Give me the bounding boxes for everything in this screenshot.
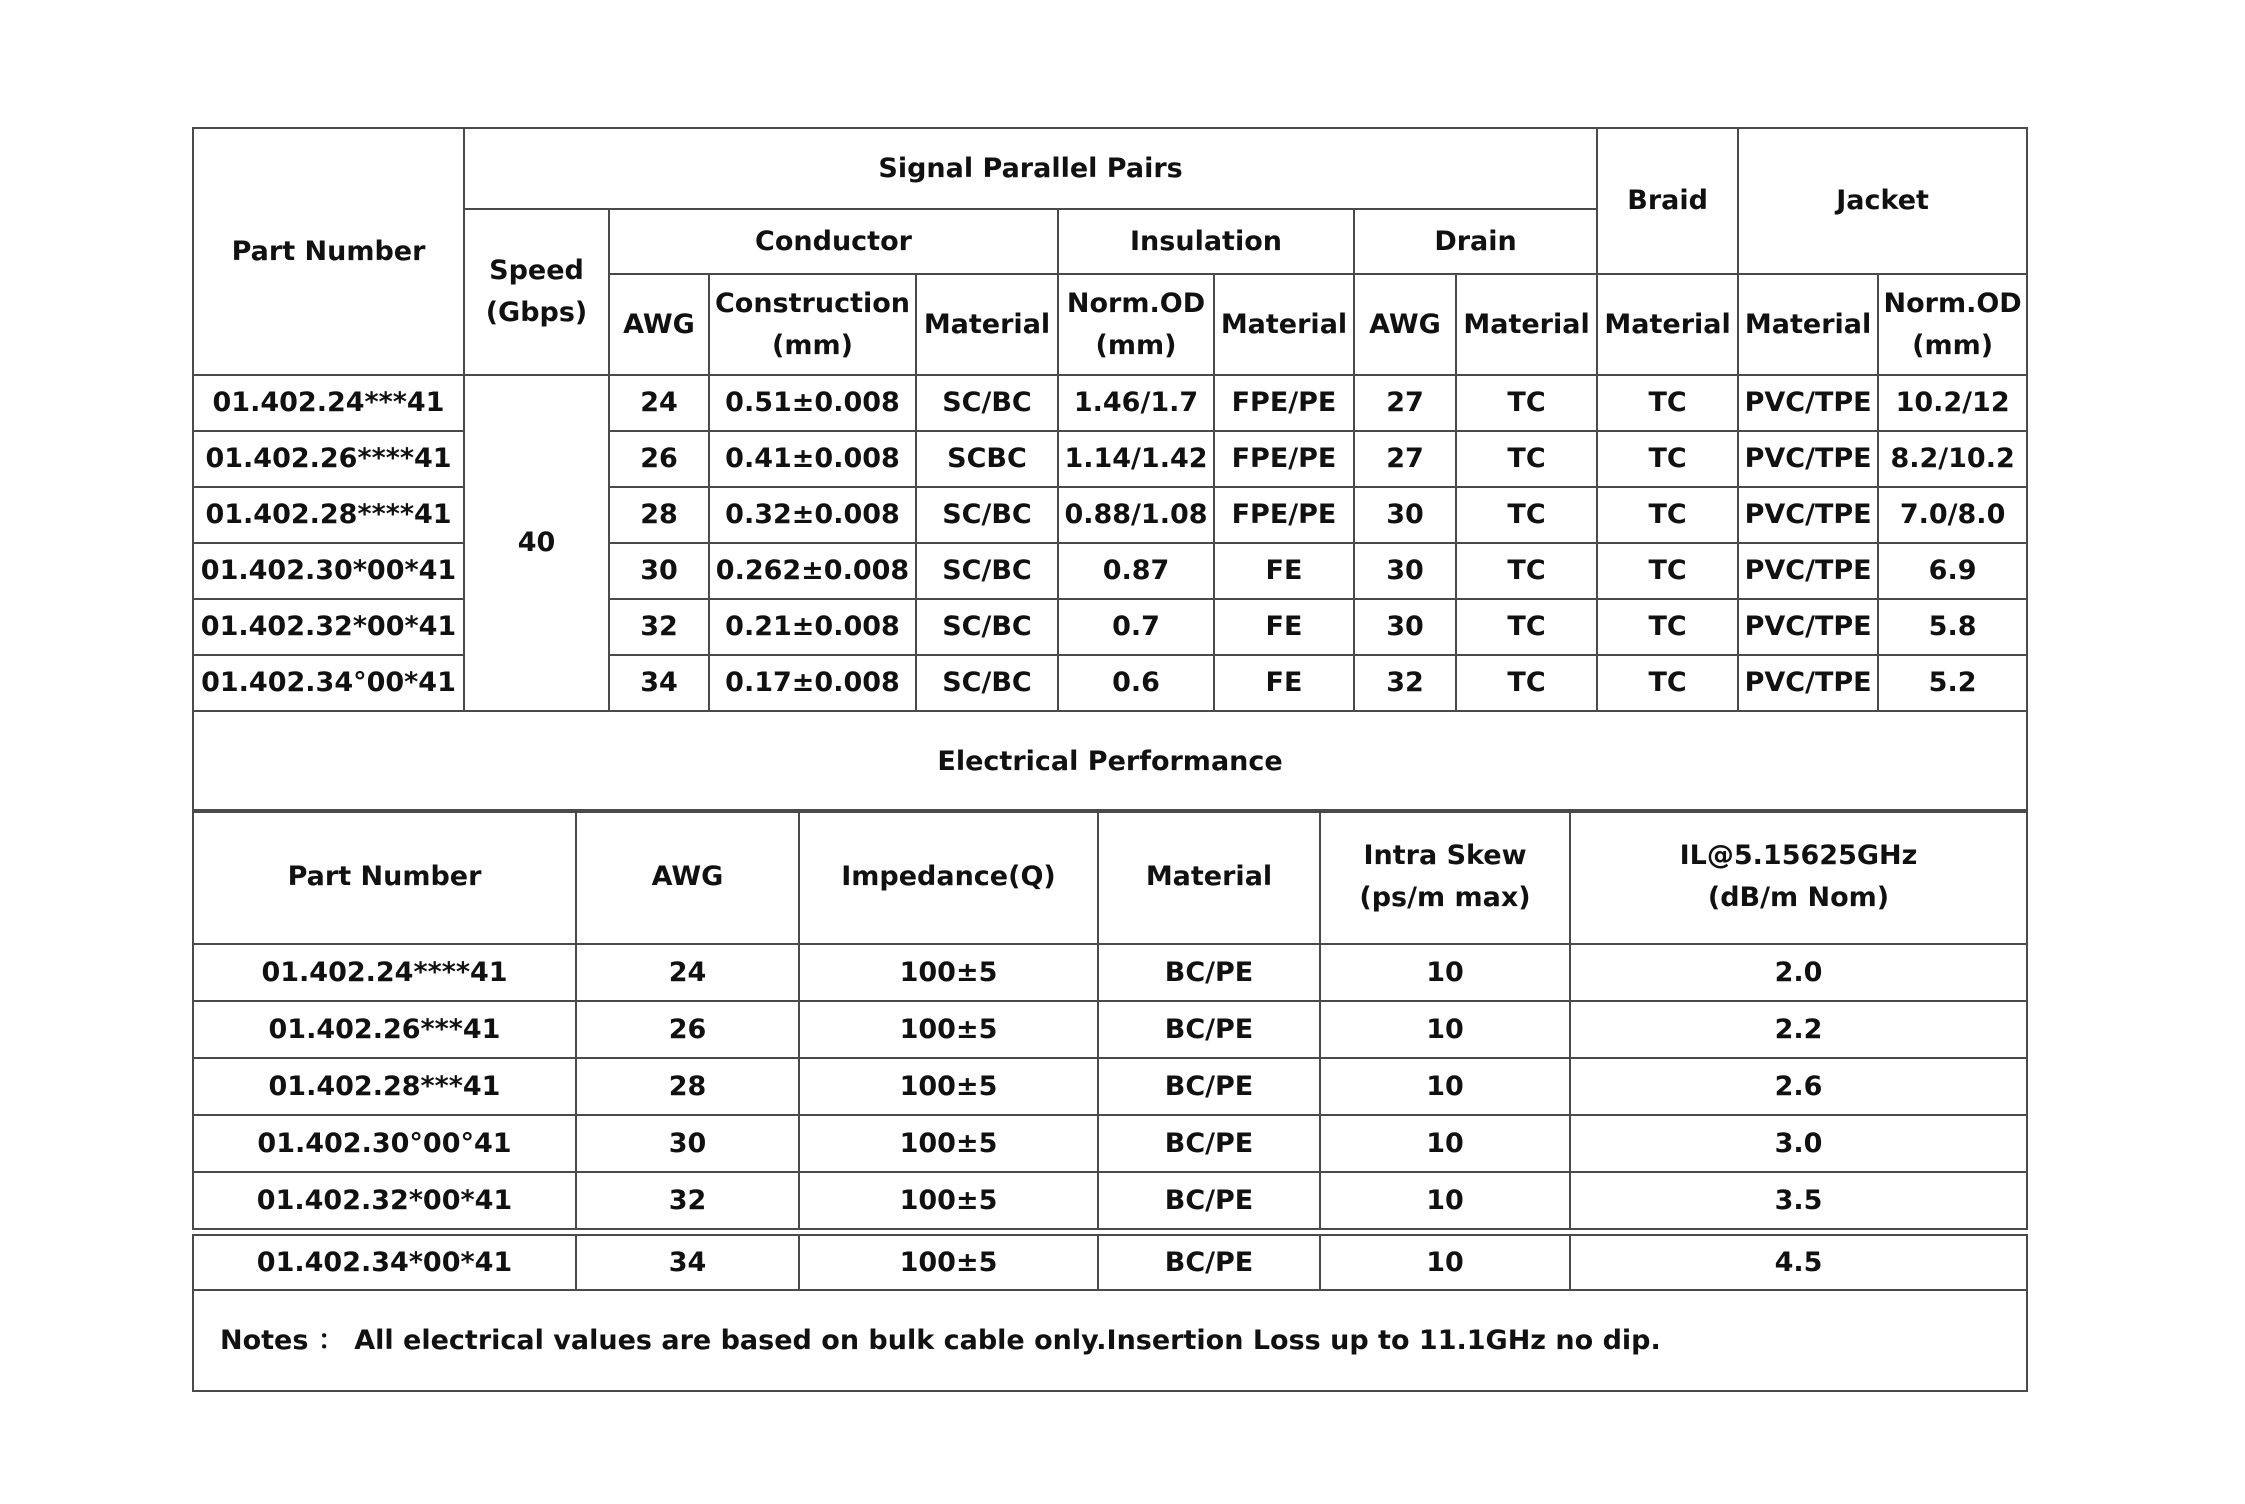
spec-construction: 0.262±0.008 — [709, 543, 916, 599]
spec-braid-material: TC — [1597, 431, 1738, 487]
elec-header-insertion-loss-line1: IL@5.15625GHz — [1679, 840, 1918, 872]
elec-part-number: 01.402.24****41 — [193, 944, 576, 1001]
cable-spec-table — [192, 127, 2028, 813]
elec-impedance: 100±5 — [799, 1058, 1098, 1115]
spec-drain-awg: 30 — [1354, 543, 1456, 599]
spec-jacket-od: 5.8 — [1878, 599, 2027, 655]
spec-braid-material: TC — [1597, 487, 1738, 543]
elec-material: BC/PE — [1098, 944, 1320, 1001]
header-construction — [709, 274, 916, 375]
spec-braid-material: TC — [1597, 655, 1738, 711]
header-construction-line2: (mm) — [772, 329, 853, 361]
spec-jacket-od: 8.2/10.2 — [1878, 431, 2027, 487]
elec-insertion-loss: 2.2 — [1570, 1001, 2027, 1058]
spec-part-number: 01.402.26****41 — [193, 431, 464, 487]
header-braid: Braid — [1597, 128, 1738, 274]
spec-jacket-material: PVC/TPE — [1738, 375, 1878, 431]
elec-impedance: 100±5 — [799, 1001, 1098, 1058]
elec-row — [193, 1058, 2027, 1115]
elec-header-intra-skew — [1320, 810, 1570, 944]
elec-insertion-loss: 4.5 — [1570, 1235, 2027, 1290]
elec-header-insertion-loss — [1570, 810, 2027, 944]
elec-impedance: 100±5 — [799, 1172, 1098, 1229]
elec-part-number: 01.402.28***41 — [193, 1058, 576, 1115]
spec-jacket-od: 5.2 — [1878, 655, 2027, 711]
spec-conductor-material: SC/BC — [916, 543, 1058, 599]
elec-intra-skew: 10 — [1320, 944, 1570, 1001]
header-drain-material: Material — [1456, 274, 1597, 375]
elec-material: BC/PE — [1098, 1001, 1320, 1058]
spec-jacket-material: PVC/TPE — [1738, 655, 1878, 711]
spec-construction: 0.21±0.008 — [709, 599, 916, 655]
header-insulation-od-line2: (mm) — [1095, 329, 1177, 361]
header-jacket-material: Material — [1738, 274, 1878, 375]
elec-awg: 32 — [576, 1172, 799, 1229]
elec-awg: 26 — [576, 1001, 799, 1058]
spec-jacket-material: PVC/TPE — [1738, 487, 1878, 543]
elec-awg: 34 — [576, 1235, 799, 1290]
elec-impedance: 100±5 — [799, 944, 1098, 1001]
spec-conductor-material: SC/BC — [916, 487, 1058, 543]
elec-header-intra-skew-line1: Intra Skew — [1363, 840, 1527, 872]
spec-part-number: 01.402.24***41 — [193, 375, 464, 431]
spec-braid-material: TC — [1597, 375, 1738, 431]
elec-impedance: 100±5 — [799, 1235, 1098, 1290]
spec-drain-material: TC — [1456, 599, 1597, 655]
spec-drain-awg: 27 — [1354, 375, 1456, 431]
spec-jacket-material: PVC/TPE — [1738, 543, 1878, 599]
spec-conductor-awg: 26 — [609, 431, 709, 487]
elec-material: BC/PE — [1098, 1115, 1320, 1172]
elec-row — [193, 1001, 2027, 1058]
notes-text: Notes ： All electrical values are based on bulk cable only.Insertion Loss up to 11.1GHz no dip. — [193, 1290, 2027, 1391]
elec-header-insertion-loss-line2: (dB/m Nom) — [1707, 882, 1890, 913]
spec-insulation-od: 0.6 — [1058, 655, 1214, 711]
header-jacket-od-line1: Norm.OD — [1883, 287, 2022, 319]
elec-awg: 28 — [576, 1058, 799, 1115]
elec-material: BC/PE — [1098, 1058, 1320, 1115]
spec-jacket-material: PVC/TPE — [1738, 431, 1878, 487]
spec-drain-material: TC — [1456, 375, 1597, 431]
header-insulation-material: Material — [1214, 274, 1354, 375]
spec-row — [193, 375, 2027, 431]
electrical-performance-table — [192, 809, 2028, 1230]
elec-intra-skew: 10 — [1320, 1058, 1570, 1115]
header-speed-line1: Speed — [489, 255, 584, 287]
spec-conductor-material: SCBC — [916, 431, 1058, 487]
elec-row — [193, 1172, 2027, 1229]
header-part-number: Part Number — [193, 128, 464, 375]
spec-construction: 0.51±0.008 — [709, 375, 916, 431]
elec-header-impedance: Impedance(Q) — [799, 810, 1098, 944]
spec-jacket-od: 7.0/8.0 — [1878, 487, 2027, 543]
header-signal-parallel-pairs: Signal Parallel Pairs — [464, 128, 1597, 209]
header-insulation: Insulation — [1058, 209, 1354, 274]
elec-impedance: 100±5 — [799, 1115, 1098, 1172]
header-jacket: Jacket — [1738, 128, 2027, 274]
spec-conductor-awg: 24 — [609, 375, 709, 431]
elec-material: BC/PE — [1098, 1172, 1320, 1229]
header-construction-line1: Construction — [714, 287, 911, 319]
header-braid-material: Material — [1597, 274, 1738, 375]
header-speed-line2: (Gbps) — [485, 297, 588, 328]
header-drain: Drain — [1354, 209, 1597, 274]
spec-insulation-material: FPE/PE — [1214, 431, 1354, 487]
elec-row — [193, 944, 2027, 1001]
header-conductor-material: Material — [916, 274, 1058, 375]
spec-insulation-material: FPE/PE — [1214, 487, 1354, 543]
spec-conductor-awg: 30 — [609, 543, 709, 599]
elec-intra-skew: 10 — [1320, 1115, 1570, 1172]
spec-drain-awg: 32 — [1354, 655, 1456, 711]
elec-row — [193, 1115, 2027, 1172]
header-drain-awg: AWG — [1354, 274, 1456, 375]
spec-insulation-material: FE — [1214, 655, 1354, 711]
elec-insertion-loss: 3.5 — [1570, 1172, 2027, 1229]
spec-conductor-material: SC/BC — [916, 599, 1058, 655]
elec-material: BC/PE — [1098, 1235, 1320, 1290]
elec-header-awg: AWG — [576, 810, 799, 944]
elec-awg: 30 — [576, 1115, 799, 1172]
spec-conductor-awg: 28 — [609, 487, 709, 543]
spec-drain-material: TC — [1456, 487, 1597, 543]
elec-part-number: 01.402.26***41 — [193, 1001, 576, 1058]
header-insulation-od — [1058, 274, 1214, 375]
spec-jacket-od: 6.9 — [1878, 543, 2027, 599]
spec-insulation-od: 0.87 — [1058, 543, 1214, 599]
spec-part-number: 01.402.28****41 — [193, 487, 464, 543]
electrical-performance-table-continued — [192, 1234, 2028, 1392]
elec-intra-skew: 10 — [1320, 1001, 1570, 1058]
spec-conductor-awg: 32 — [609, 599, 709, 655]
electrical-performance-title: Electrical Performance — [193, 711, 2027, 812]
spec-braid-material: TC — [1597, 543, 1738, 599]
elec-intra-skew: 10 — [1320, 1235, 1570, 1290]
spec-drain-material: TC — [1456, 543, 1597, 599]
elec-header-part-number: Part Number — [193, 810, 576, 944]
spec-insulation-material: FE — [1214, 543, 1354, 599]
spec-drain-material: TC — [1456, 655, 1597, 711]
header-speed — [464, 209, 609, 375]
spec-jacket-material: PVC/TPE — [1738, 599, 1878, 655]
spec-insulation-material: FE — [1214, 599, 1354, 655]
elec-part-number: 01.402.30°00°41 — [193, 1115, 576, 1172]
elec-row — [193, 1235, 2027, 1290]
spec-drain-awg: 30 — [1354, 487, 1456, 543]
spec-insulation-od: 0.88/1.08 — [1058, 487, 1214, 543]
spec-drain-awg: 27 — [1354, 431, 1456, 487]
spec-conductor-material: SC/BC — [916, 655, 1058, 711]
spec-insulation-od: 1.46/1.7 — [1058, 375, 1214, 431]
elec-header-material: Material — [1098, 810, 1320, 944]
spec-conductor-awg: 34 — [609, 655, 709, 711]
spec-part-number: 01.402.30*00*41 — [193, 543, 464, 599]
spec-part-number: 01.402.34°00*41 — [193, 655, 464, 711]
spec-construction: 0.41±0.008 — [709, 431, 916, 487]
elec-awg: 24 — [576, 944, 799, 1001]
spec-insulation-od: 1.14/1.42 — [1058, 431, 1214, 487]
spec-insulation-od: 0.7 — [1058, 599, 1214, 655]
spec-drain-material: TC — [1456, 431, 1597, 487]
elec-header-intra-skew-line2: (ps/m max) — [1359, 882, 1531, 913]
elec-part-number: 01.402.34*00*41 — [193, 1235, 576, 1290]
spec-conductor-material: SC/BC — [916, 375, 1058, 431]
spec-drain-awg: 30 — [1354, 599, 1456, 655]
elec-part-number: 01.402.32*00*41 — [193, 1172, 576, 1229]
header-conductor-awg: AWG — [609, 274, 709, 375]
spec-jacket-od: 10.2/12 — [1878, 375, 2027, 431]
elec-insertion-loss: 3.0 — [1570, 1115, 2027, 1172]
speed-value: 40 — [464, 375, 609, 711]
spec-part-number: 01.402.32*00*41 — [193, 599, 464, 655]
spec-construction: 0.32±0.008 — [709, 487, 916, 543]
spec-braid-material: TC — [1597, 599, 1738, 655]
spec-insulation-material: FPE/PE — [1214, 375, 1354, 431]
elec-insertion-loss: 2.6 — [1570, 1058, 2027, 1115]
header-jacket-od-line2: (mm) — [1912, 329, 1994, 361]
header-jacket-od — [1878, 274, 2027, 375]
elec-intra-skew: 10 — [1320, 1172, 1570, 1229]
header-insulation-od-line1: Norm.OD — [1066, 287, 1206, 319]
spec-construction: 0.17±0.008 — [709, 655, 916, 711]
header-conductor: Conductor — [609, 209, 1058, 274]
elec-insertion-loss: 2.0 — [1570, 944, 2027, 1001]
